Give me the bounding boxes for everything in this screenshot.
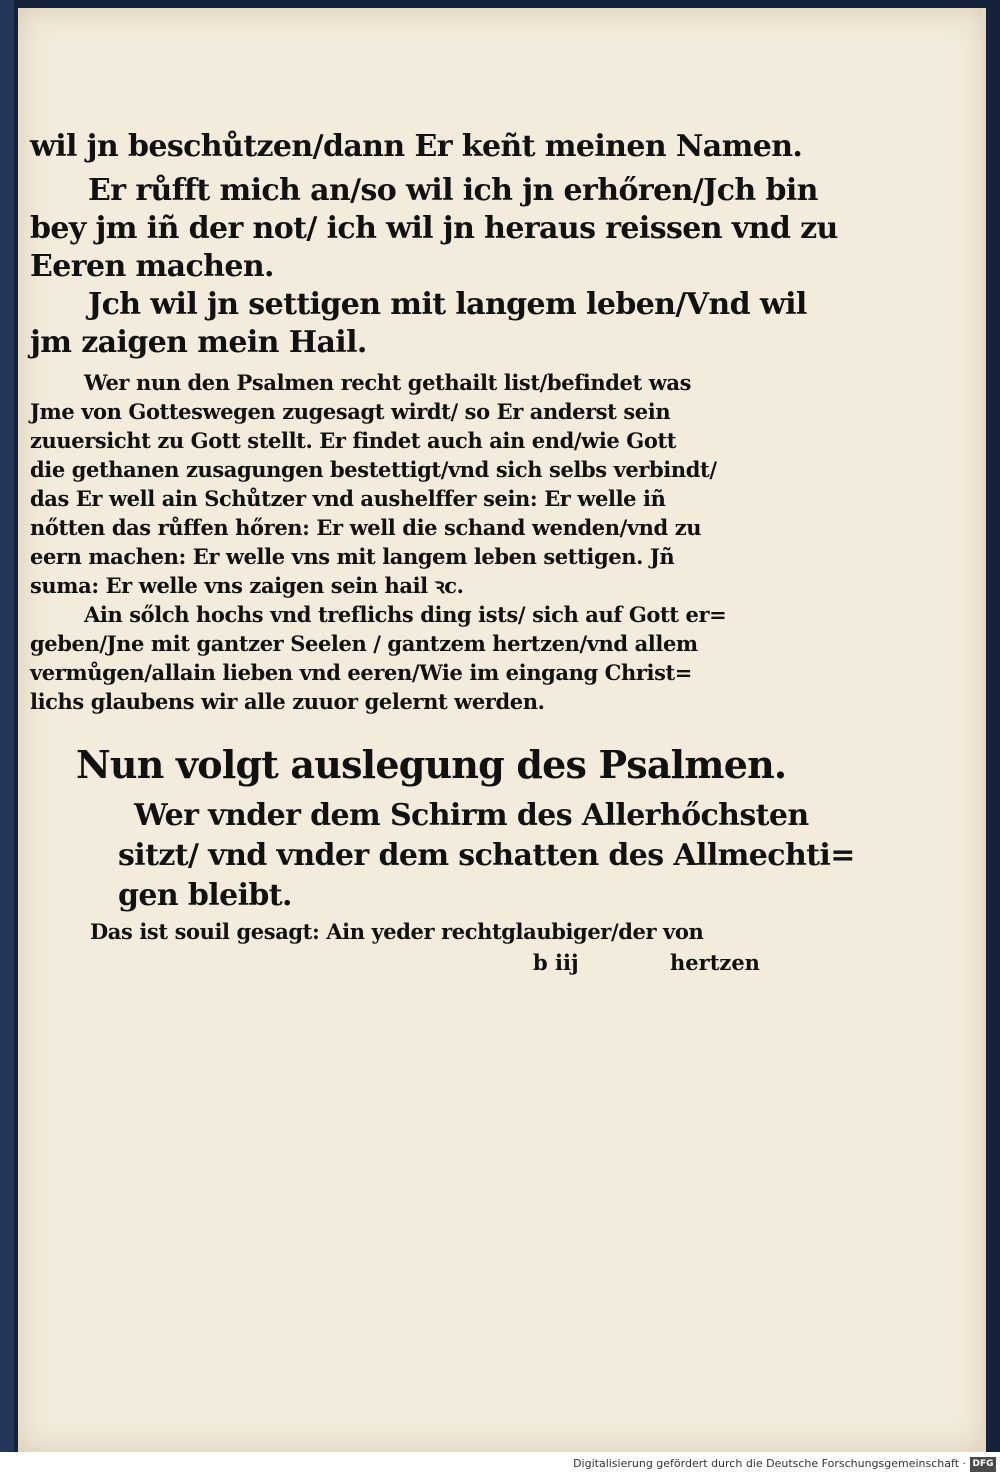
commentary-line: eern machen: Er welle vns mit langem leben settigen. Jñ — [30, 544, 675, 569]
page-text — [30, 128, 855, 978]
text-line: bey jm iñ der not/ ich wil jn heraus reissen vnd zu — [30, 211, 838, 246]
commentary-line: Ain sőlch hochs vnd treflichs ding ists/ sich auf Gott er= — [84, 602, 727, 627]
text-line: Er růfft mich an/so wil ich jn erhőren/Jch bin — [88, 173, 818, 208]
text-line: wil jn beschůtzen/dann Er keñt meinen Namen. — [30, 129, 803, 164]
verse-line: Wer vnder dem Schirm des Allerhőchsten — [134, 798, 809, 833]
commentary-line: das Er well ain Schůtzer vnd aushelffer sein: Er welle iñ — [30, 486, 666, 511]
commentary-line: Das ist souil gesagt: Ain yeder rechtglaubiger/der von — [90, 919, 704, 944]
dfg-credit: Digitalisierung gefördert durch die Deutsche Forschungsgemeinschaft · — [573, 1457, 966, 1470]
commentary-line: lichs glaubens wir alle zuuor gelernt werden. — [30, 689, 545, 714]
text-line: jm zaigen mein Hail. — [30, 325, 367, 360]
verse-line: sitzt/ vnd vnder dem schatten des Allmechti= — [118, 838, 855, 873]
commentary-line: zuuersicht zu Gott stellt. Er findet auch ain end/wie Gott — [30, 428, 677, 453]
commentary-line: nőtten das růffen hőren: Er well die schand wenden/vnd zu — [30, 515, 702, 540]
book-page — [18, 8, 986, 1452]
commentary-line: vermůgen/allain lieben vnd eeren/Wie im eingang Christ= — [30, 660, 692, 685]
commentary-line: Jme von Gotteswegen zugesagt wirdt/ so Er anderst sein — [30, 399, 671, 424]
frame-edge — [0, 0, 14, 1452]
page-footer — [30, 948, 760, 978]
text-line: Eeren machen. — [30, 249, 274, 284]
commentary-line: geben/Jne mit gantzer Seelen / gantzem hertzen/vnd allem — [30, 631, 698, 656]
commentary-line: Wer nun den Psalmen recht gethailt list/befindet was — [84, 370, 692, 395]
signature-mark: b iij — [533, 950, 579, 975]
catchword: hertzen — [670, 950, 760, 975]
dfg-logo-icon: DFG — [970, 1457, 996, 1472]
credit-bar — [0, 1452, 1000, 1478]
section-heading: Nun volgt auslegung des Psalmen. — [76, 742, 787, 787]
text-line: Jch wil jn settigen mit langem leben/Vnd wil — [88, 287, 807, 322]
commentary-line: die gethanen zusagungen bestettigt/vnd sich selbs verbindt/ — [30, 457, 717, 482]
commentary-line: suma: Er welle vns zaigen sein hail ꝛc. — [30, 573, 464, 598]
verse-line: gen bleibt. — [118, 878, 292, 913]
page-edge — [982, 8, 986, 1452]
